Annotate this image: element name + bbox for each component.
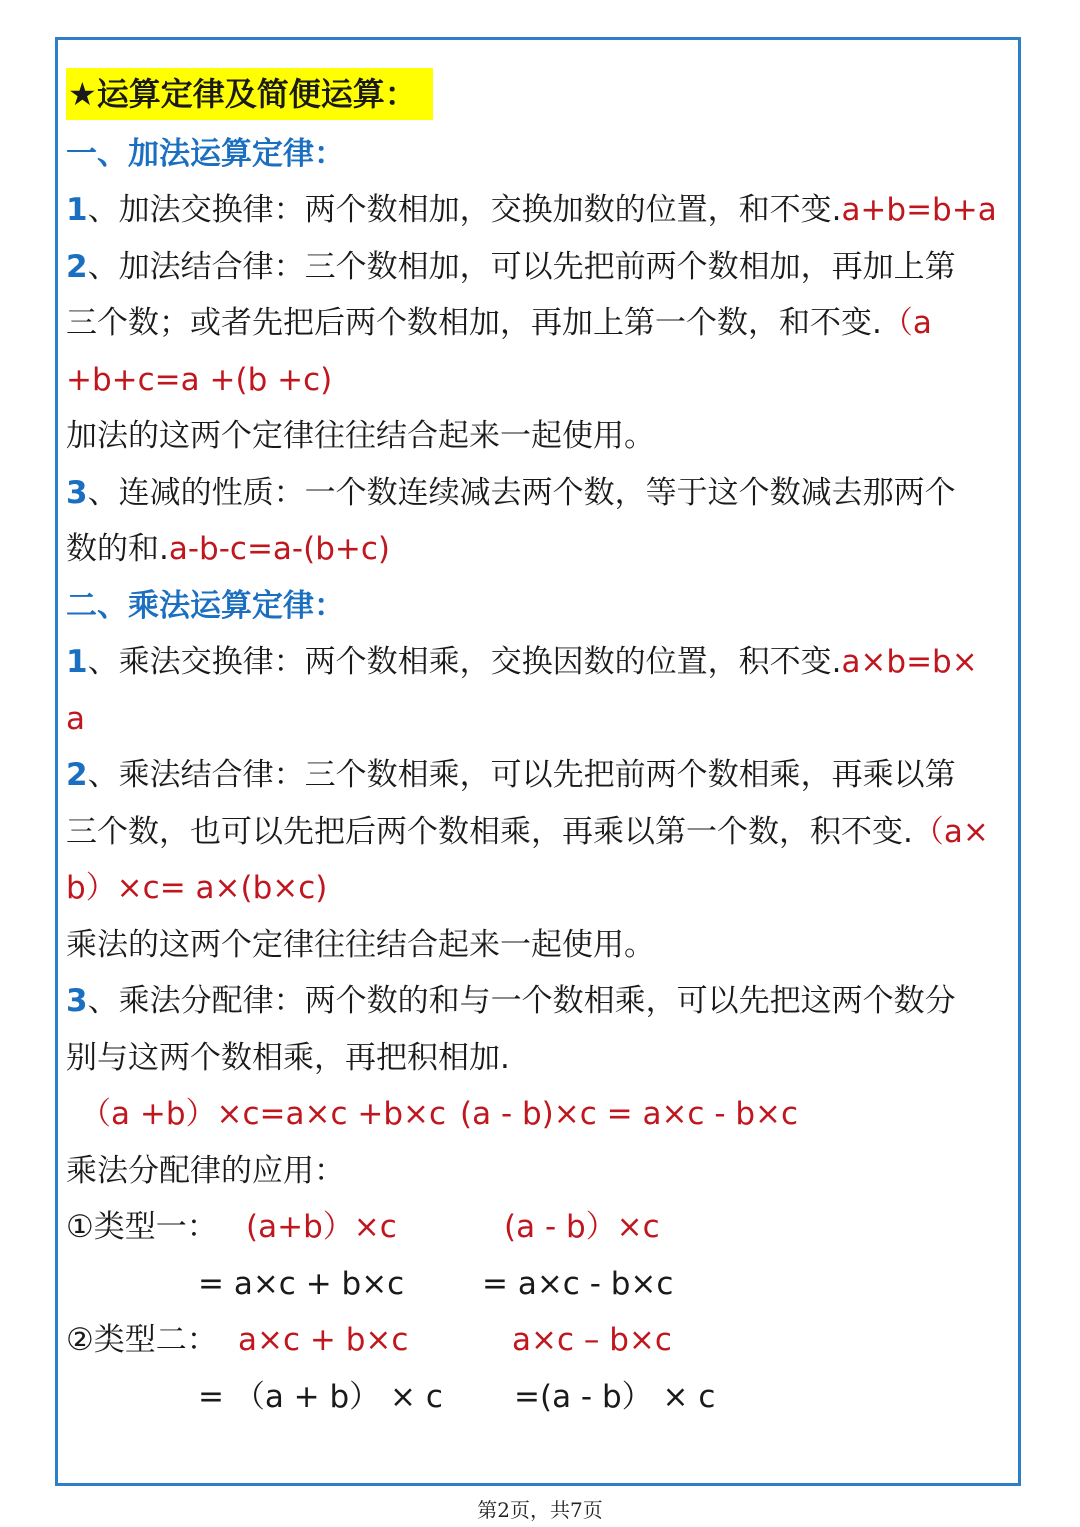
type2-result-difference: =(a - b） × c bbox=[514, 1379, 716, 1415]
law-formula: （a bbox=[881, 305, 932, 341]
law-text: 、乘法结合律：三个数相乘，可以先把前两个数相乘，再乘以第 bbox=[87, 757, 956, 793]
type1-result-sum: = a×c + b×c bbox=[198, 1266, 405, 1302]
law-formula-cont: b）×c= a×(b×c) bbox=[66, 870, 328, 906]
page-number-footer: 第2页，共7页 bbox=[477, 1498, 603, 1522]
law-formula: （a× bbox=[912, 814, 989, 850]
type1-label: ①类型一： bbox=[66, 1209, 218, 1245]
type2-label: ②类型二： bbox=[66, 1322, 218, 1358]
item-number: 3 bbox=[66, 983, 88, 1019]
item-number: 2 bbox=[66, 757, 88, 793]
addition-note: 加法的这两个定律往往结合起来一起使用。 bbox=[66, 418, 655, 454]
distributive-formula-difference: (a - b)×c = a×c - b×c bbox=[460, 1096, 799, 1132]
law-formula-cont: a bbox=[66, 701, 85, 737]
type1-expression-sum: (a+b）×c bbox=[246, 1209, 397, 1245]
item-number: 3 bbox=[66, 475, 88, 511]
multiplication-note: 乘法的这两个定律往往结合起来一起使用。 bbox=[66, 927, 655, 963]
consecutive-subtraction-property-cont bbox=[66, 529, 390, 569]
law-text: 、加法交换律：两个数相加，交换加数的位置，和不变. bbox=[87, 192, 842, 228]
law-text: 数的和. bbox=[66, 531, 169, 567]
law-formula-cont: +b+c=a +(b +c) bbox=[66, 362, 333, 398]
law-text: 三个数，也可以先把后两个数相乘，再乘以第一个数，积不变. bbox=[66, 814, 913, 850]
law-text: 、加法结合律：三个数相加，可以先把前两个数相加，再加上第 bbox=[87, 249, 956, 285]
multiplication-distributive-law-cont: 别与这两个数相乘，再把积相加. bbox=[66, 1040, 510, 1076]
page-title: ★运算定律及简便运算： bbox=[66, 68, 433, 120]
distributive-formula-sum: （a +b）×c=a×c +b×c bbox=[80, 1096, 447, 1132]
type2-result-sum: = （a + b） × c bbox=[198, 1379, 443, 1415]
law-text: 、乘法交换律：两个数相乘，交换因数的位置，积不变. bbox=[87, 644, 842, 680]
application-heading: 乘法分配律的应用： bbox=[66, 1153, 345, 1189]
item-number: 1 bbox=[66, 644, 88, 680]
addition-commutative-law bbox=[66, 190, 997, 230]
law-text: 、乘法分配律：两个数的和与一个数相乘，可以先把这两个数分 bbox=[87, 983, 956, 1019]
multiplication-distributive-law bbox=[66, 981, 956, 1021]
type1-result-difference: = a×c - b×c bbox=[482, 1266, 674, 1302]
multiplication-associative-law bbox=[66, 755, 956, 795]
section-heading-multiplication: 二、乘法运算定律： bbox=[66, 588, 345, 624]
addition-associative-law bbox=[66, 247, 956, 287]
law-formula: a×b=b× bbox=[841, 644, 978, 680]
type2-expression-difference: a×c – b×c bbox=[512, 1322, 672, 1358]
section-heading-addition: 一、加法运算定律： bbox=[66, 136, 345, 172]
law-formula: a+b=b+a bbox=[841, 192, 997, 228]
item-number: 1 bbox=[66, 192, 88, 228]
type2-expression-sum: a×c + b×c bbox=[238, 1322, 409, 1358]
item-number: 2 bbox=[66, 249, 88, 285]
consecutive-subtraction-property bbox=[66, 473, 956, 513]
law-text: 、连减的性质：一个数连续减去两个数，等于这个数减去那两个 bbox=[87, 475, 956, 511]
addition-associative-law-cont bbox=[66, 303, 932, 343]
law-formula: a-b-c=a-(b+c) bbox=[168, 531, 390, 567]
multiplication-associative-law-cont bbox=[66, 812, 989, 852]
type1-expression-difference: (a - b）×c bbox=[504, 1209, 660, 1245]
law-text: 三个数；或者先把后两个数相加，再加上第一个数，和不变. bbox=[66, 305, 882, 341]
multiplication-commutative-law bbox=[66, 642, 978, 682]
